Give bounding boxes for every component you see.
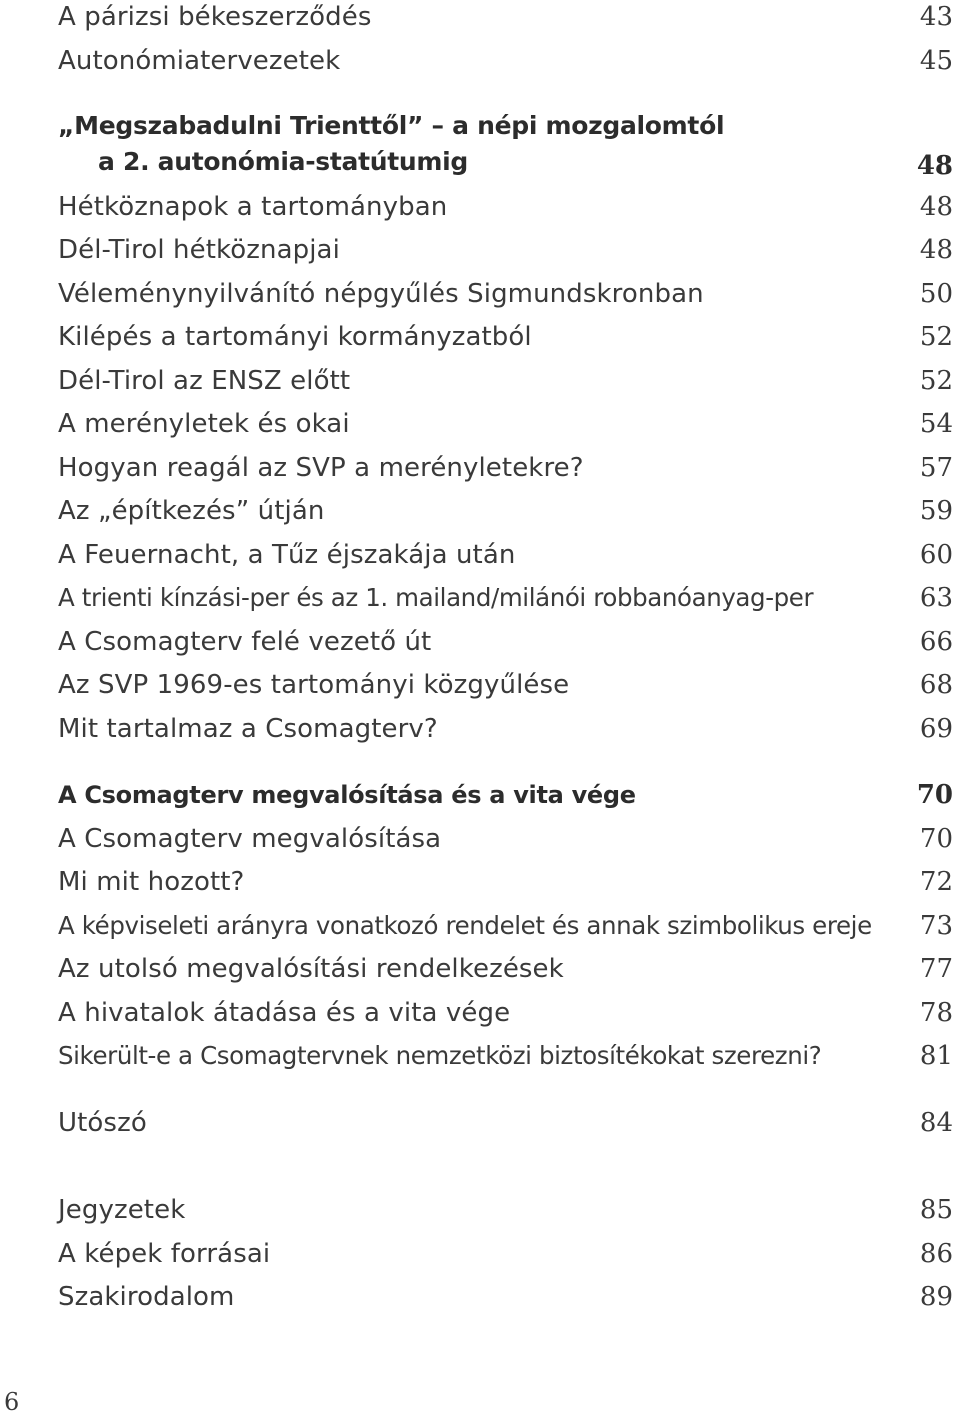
toc-entry bbox=[58, 1036, 953, 1076]
toc-entry bbox=[58, 41, 953, 81]
toc-entry bbox=[58, 361, 953, 401]
toc-entry bbox=[58, 187, 953, 227]
toc-entry-title: Az SVP 1969-es tartományi közgyűlése bbox=[58, 670, 570, 700]
toc-entry-title: A merényletek és okai bbox=[58, 409, 350, 439]
chapter-heading bbox=[58, 108, 953, 184]
toc-entry bbox=[58, 906, 953, 946]
toc-entry-page: 72 bbox=[919, 867, 953, 897]
toc-entry-page: 73 bbox=[919, 911, 953, 941]
toc-entry-page: 63 bbox=[919, 583, 953, 613]
toc-entry bbox=[58, 491, 953, 531]
toc-entry bbox=[58, 404, 953, 444]
toc-entry-page: 48 bbox=[919, 235, 953, 265]
toc-entry bbox=[58, 819, 953, 859]
toc-entry-page: 68 bbox=[919, 670, 953, 700]
toc-entry bbox=[58, 622, 953, 662]
toc-entry-page: 78 bbox=[919, 998, 953, 1028]
toc-entry-title: A párizsi békeszerződés bbox=[58, 2, 372, 32]
toc-entry-title: A Csomagterv megvalósítása bbox=[58, 824, 442, 854]
toc-entry-page: 89 bbox=[919, 1282, 953, 1312]
chapter-title: A Csomagterv megvalósítása és a vita vége bbox=[58, 781, 636, 809]
toc-entry-title: Utószó bbox=[58, 1108, 147, 1138]
toc-entry bbox=[58, 230, 953, 270]
toc-entry-title: A Csomagterv felé vezető út bbox=[58, 627, 432, 657]
toc-entry-page: 59 bbox=[919, 496, 953, 526]
chapter-page: 48 bbox=[916, 151, 953, 181]
toc-entry bbox=[58, 578, 953, 618]
toc-entry-title: A trienti kínzási-per és az 1. mailand/milánói robbanóanyag-per bbox=[58, 583, 814, 612]
toc-entry-title: A hivatalok átadása és a vita vége bbox=[58, 998, 511, 1028]
toc-entry-page: 81 bbox=[919, 1041, 953, 1071]
toc-entry-page: 57 bbox=[919, 453, 953, 483]
toc-entry-page: 48 bbox=[919, 192, 953, 222]
toc-entry bbox=[58, 949, 953, 989]
toc-entry-title: Dél-Tirol hétköznapjai bbox=[58, 235, 340, 265]
toc-entry-page: 84 bbox=[919, 1108, 953, 1138]
chapter-title-line-2: a 2. autonómia-statútumig bbox=[98, 147, 469, 176]
toc-entry-page: 43 bbox=[919, 2, 953, 32]
toc-entry-page: 52 bbox=[919, 366, 953, 396]
page-number: 6 bbox=[4, 1388, 20, 1416]
toc-entry-page: 60 bbox=[919, 540, 953, 570]
toc-entry bbox=[58, 665, 953, 705]
toc-entry bbox=[58, 274, 953, 314]
toc-entry-page: 70 bbox=[919, 824, 953, 854]
toc-entry bbox=[58, 1190, 953, 1230]
toc-entry-page: 86 bbox=[919, 1239, 953, 1269]
toc-entry-title: Hétköznapok a tartományban bbox=[58, 192, 448, 222]
toc-entry-page: 66 bbox=[919, 627, 953, 657]
toc-entry bbox=[58, 448, 953, 488]
toc-entry bbox=[58, 0, 953, 37]
toc-entry-page: 45 bbox=[919, 46, 953, 76]
toc-entry-title: Az utolsó megvalósítási rendelkezések bbox=[58, 954, 564, 984]
toc-entry bbox=[58, 709, 953, 749]
toc-entry bbox=[58, 862, 953, 902]
chapter-page: 70 bbox=[916, 780, 953, 810]
toc-entry bbox=[58, 535, 953, 575]
chapter-heading bbox=[58, 775, 953, 815]
toc-entry-title: Hogyan reagál az SVP a merényletekre? bbox=[58, 453, 584, 483]
chapter-title-line-1: „Megszabadulni Trienttől” – a népi mozgalomtól bbox=[58, 111, 725, 140]
toc-entry-title: A Feuernacht, a Tűz éjszakája után bbox=[58, 540, 516, 570]
toc-entry-title: Autonómiatervezetek bbox=[58, 46, 341, 76]
toc-entry-title: A képek forrásai bbox=[58, 1239, 271, 1269]
toc-entry-page: 50 bbox=[919, 279, 953, 309]
toc-entry-page: 54 bbox=[919, 409, 953, 439]
toc-entry-title: Sikerült-e a Csomagtervnek nemzetközi biztosítékokat szerezni? bbox=[58, 1041, 822, 1070]
toc-entry-page: 69 bbox=[919, 714, 953, 744]
toc-entry-title: Mi mit hozott? bbox=[58, 867, 245, 897]
toc-entry-title: Jegyzetek bbox=[58, 1195, 186, 1225]
toc-entry-page: 52 bbox=[919, 322, 953, 352]
toc-entry-page: 85 bbox=[919, 1195, 953, 1225]
toc-entry-title: Az „építkezés” útján bbox=[58, 496, 325, 526]
toc-entry bbox=[58, 1277, 953, 1317]
toc-entry bbox=[58, 317, 953, 357]
toc-entry-title: A képviseleti arányra vonatkozó rendelet és annak szimbolikus ereje bbox=[58, 911, 872, 940]
toc-entry bbox=[58, 1234, 953, 1274]
toc-entry bbox=[58, 1103, 953, 1143]
toc-entry-title: Véleménynyilvánító népgyűlés Sigmundskronban bbox=[58, 279, 704, 309]
toc-entry-title: Dél-Tirol az ENSZ előtt bbox=[58, 366, 351, 396]
toc-entry-title: Mit tartalmaz a Csomagterv? bbox=[58, 714, 438, 744]
toc-entry-title: Kilépés a tartományi kormányzatból bbox=[58, 322, 532, 352]
toc-entry bbox=[58, 993, 953, 1033]
toc-entry-title: Szakirodalom bbox=[58, 1282, 235, 1312]
toc-entry-page: 77 bbox=[919, 954, 953, 984]
